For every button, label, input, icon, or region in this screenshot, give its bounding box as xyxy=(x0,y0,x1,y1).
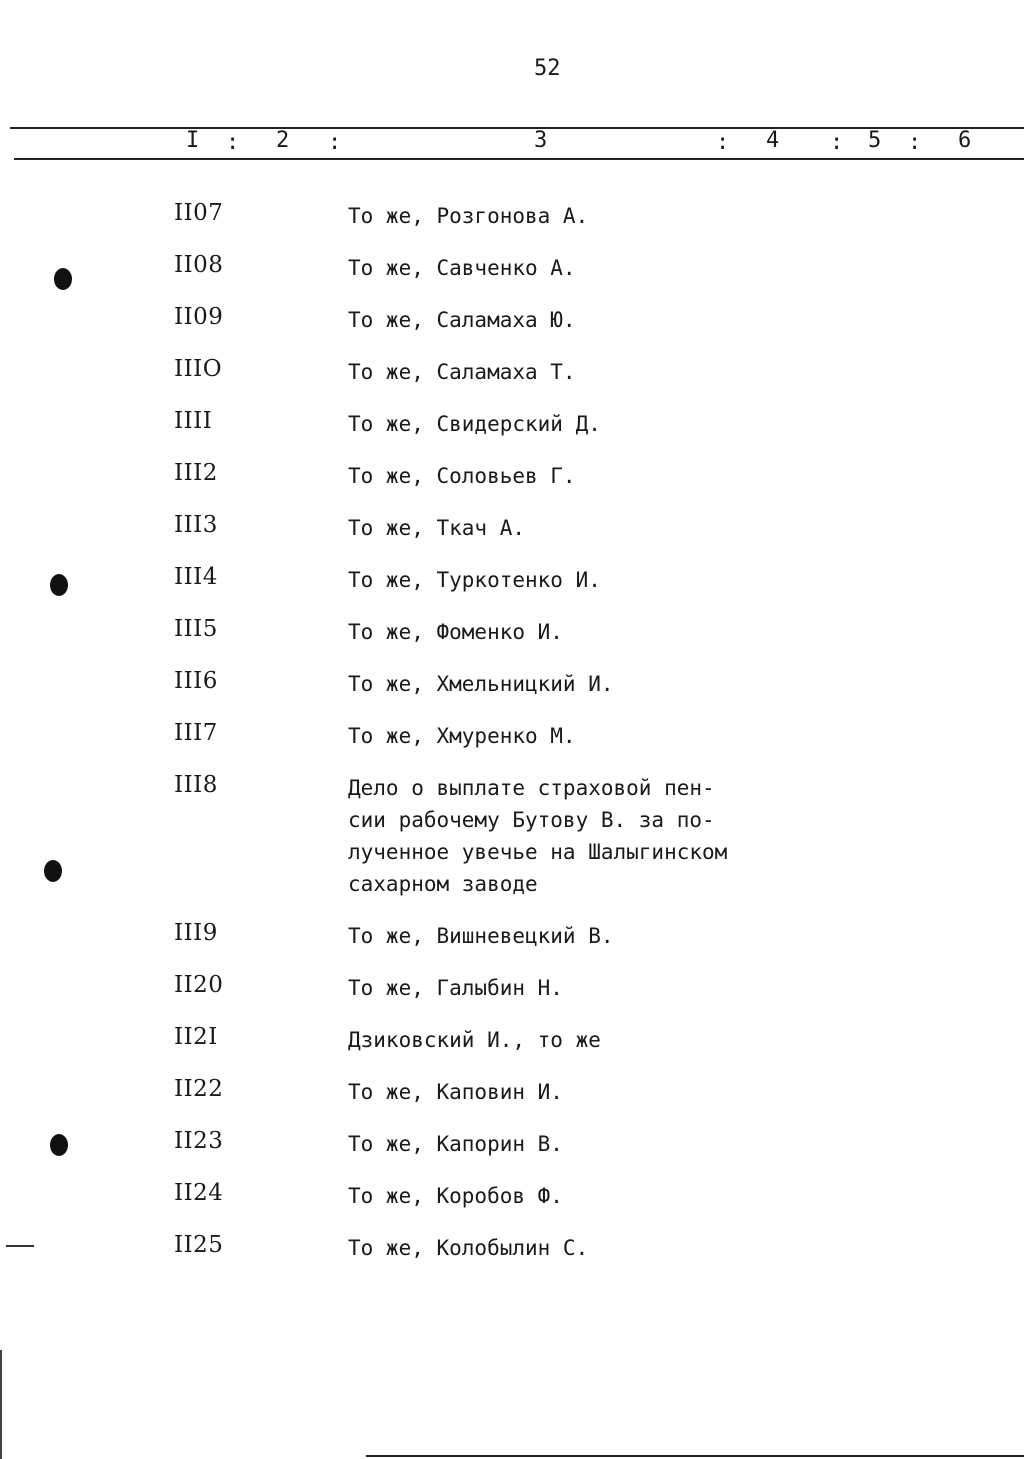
row-description: То же, Свидерский Д. xyxy=(348,412,601,436)
row-number: IIII xyxy=(174,408,213,434)
punch-hole xyxy=(50,1134,68,1156)
row-description: То же, Хмельницкий И. xyxy=(348,672,614,696)
row-number: II23 xyxy=(174,1128,224,1154)
row-description: То же, Галыбин Н. xyxy=(348,976,563,1000)
table-row xyxy=(0,200,1024,252)
row-number: III5 xyxy=(174,616,218,642)
row-description: То же, Фоменко И. xyxy=(348,620,563,644)
table-row xyxy=(0,1128,1024,1180)
table-row xyxy=(0,304,1024,356)
bottom-rule xyxy=(366,1455,1024,1457)
table-row xyxy=(0,720,1024,772)
table-row xyxy=(0,1232,1024,1284)
row-number: II2I xyxy=(174,1024,218,1050)
row-description: То же, Соловьев Г. xyxy=(348,464,576,488)
row-description: То же, Саламаха Т. xyxy=(348,360,576,384)
row-number: II20 xyxy=(174,972,224,998)
header-col-1: I xyxy=(186,128,200,153)
row-description: То же, Капорин В. xyxy=(348,1132,563,1156)
table-row xyxy=(0,408,1024,460)
row-description: То же, Ткач А. xyxy=(348,516,526,540)
table-row xyxy=(0,512,1024,564)
punch-hole xyxy=(50,574,68,596)
table-row xyxy=(0,972,1024,1024)
table-row xyxy=(0,920,1024,972)
table-row xyxy=(0,460,1024,512)
table-row xyxy=(0,564,1024,616)
row-number: IIIО xyxy=(174,356,223,382)
row-number: III3 xyxy=(174,512,218,538)
row-number: III6 xyxy=(174,668,218,694)
row-description: То же, Вишневецкий В. xyxy=(348,924,614,948)
punch-hole xyxy=(44,860,62,882)
row-number: III7 xyxy=(174,720,218,746)
table-row xyxy=(0,616,1024,668)
page-number: 52 xyxy=(534,56,561,81)
row-number: II07 xyxy=(174,200,224,226)
header-separator: : xyxy=(716,130,730,155)
row-description: Дзиковский И., то же xyxy=(348,1028,601,1052)
row-description: То же, Хмуренко М. xyxy=(348,724,576,748)
row-number: III8 xyxy=(174,772,218,798)
table-row xyxy=(0,252,1024,304)
row-number: II08 xyxy=(174,252,224,278)
row-number: III4 xyxy=(174,564,218,590)
row-description: То же, Туркотенко И. xyxy=(348,568,601,592)
row-number: II24 xyxy=(174,1180,224,1206)
header-separator: : xyxy=(328,130,342,155)
row-description: То же, Каповин И. xyxy=(348,1080,563,1104)
row-number: III9 xyxy=(174,920,218,946)
table-row xyxy=(0,1076,1024,1128)
left-margin-line xyxy=(0,1350,2,1459)
table-row xyxy=(0,668,1024,720)
row-number: II25 xyxy=(174,1232,224,1258)
table-row xyxy=(0,356,1024,408)
header-separator: : xyxy=(226,130,240,155)
table-row xyxy=(0,772,1024,920)
header-bottom-rule xyxy=(14,158,1024,160)
row-number: III2 xyxy=(174,460,218,486)
punch-hole xyxy=(54,268,72,290)
row-description: То же, Саламаха Ю. xyxy=(348,308,576,332)
row-description: То же, Савченко А. xyxy=(348,256,576,280)
header-col-5: 5 xyxy=(868,128,882,153)
table-row xyxy=(0,1024,1024,1076)
row-description: То же, Колобылин С. xyxy=(348,1236,589,1260)
row-description: То же, Розгонова А. xyxy=(348,204,589,228)
header-col-6: 6 xyxy=(958,128,972,153)
register-rows xyxy=(0,200,1024,1284)
row-number: II09 xyxy=(174,304,224,330)
row-description: Дело о выплате страховой пен- сии рабочему Бутову В. за по- лученное увечье на Шалыгинском сахарном заводе xyxy=(348,776,728,896)
row-number: II22 xyxy=(174,1076,224,1102)
header-separator: : xyxy=(830,130,844,155)
row-description: То же, Коробов Ф. xyxy=(348,1184,563,1208)
header-col-3: 3 xyxy=(534,128,548,153)
margin-tick xyxy=(6,1245,34,1247)
header-col-4: 4 xyxy=(766,128,780,153)
header-separator: : xyxy=(908,130,922,155)
header-col-2: 2 xyxy=(276,128,290,153)
table-row xyxy=(0,1180,1024,1232)
